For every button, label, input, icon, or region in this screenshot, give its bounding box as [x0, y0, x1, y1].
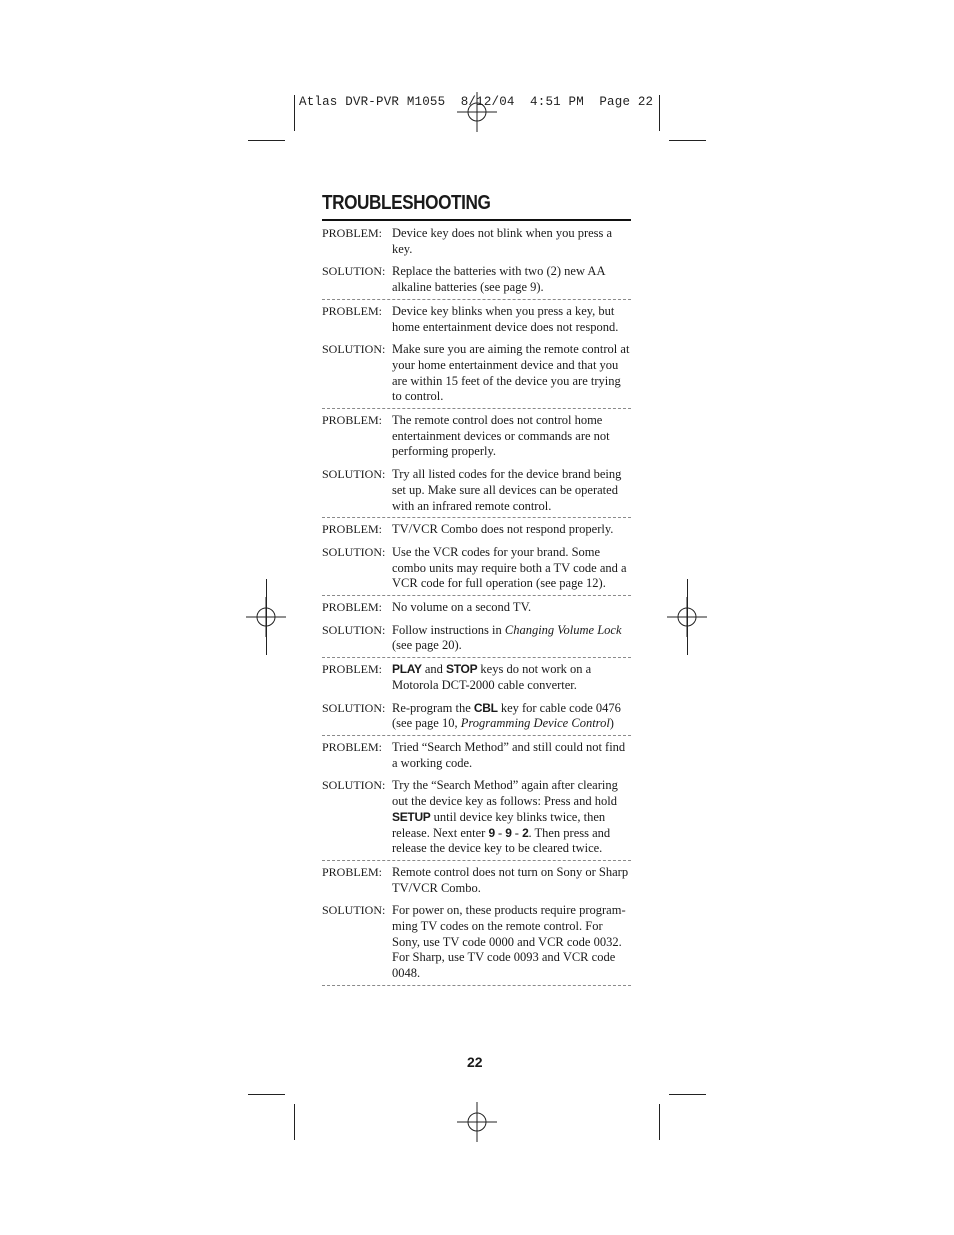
- crop-mark-top-left-horizontal: [248, 140, 285, 141]
- key-separator: -: [494, 825, 506, 840]
- key-name-setup: SETUP: [392, 809, 431, 824]
- section-reference: Changing Volume Lock: [504, 622, 622, 637]
- solution-text: Replace the batteries with two (2) new AA alkaline batteries (see page 9).: [392, 264, 605, 295]
- page-title: TROUBLESHOOTING: [322, 192, 491, 214]
- troubleshooting-entry: [322, 662, 631, 736]
- problem-row: [322, 865, 631, 896]
- solution-text-part: until device key blinks twice, then release. Next enter: [392, 809, 606, 840]
- problem-label: PROBLEM:: [322, 522, 383, 537]
- solution-row: [322, 623, 631, 654]
- problem-text: Tried “Search Method” and still could not find a working code.: [392, 739, 626, 770]
- troubleshooting-entry: [322, 304, 631, 409]
- solution-text-part: ): [609, 716, 614, 731]
- registration-mark-top-icon: [457, 92, 497, 132]
- solution-label: SOLUTION:: [322, 342, 386, 357]
- solution-text: Make sure you are aiming the remote control at your home entertainment device and that you are within 15 feet of the device you are trying to control.: [392, 342, 630, 404]
- key-name-digit: 2: [522, 825, 529, 840]
- solution-label: SOLUTION:: [322, 264, 386, 279]
- solution-row: [322, 701, 631, 732]
- solution-row: [322, 264, 631, 295]
- problem-row: [322, 413, 631, 460]
- crop-mark-bottom-left-horizontal: [248, 1094, 285, 1095]
- solution-text-part: key for cable code 0476 (see page 10,: [392, 700, 621, 731]
- problem-label: PROBLEM:: [322, 303, 383, 318]
- crop-mark-top-right-horizontal: [669, 140, 706, 141]
- solution-row: [322, 467, 631, 514]
- key-name-play: PLAY: [392, 662, 422, 677]
- solution-row: [322, 903, 631, 982]
- crop-mark-top-left-vertical: [294, 95, 295, 131]
- solution-text: Try all listed codes for the device brand being set up. Make sure all devices can be operated with an infrared remote control.: [392, 467, 622, 513]
- crop-mark-top-right-vertical: [659, 95, 660, 131]
- printer-slug: Atlas DVR-PVR M1055 8/12/04 4:51 PM Page 22: [299, 95, 654, 109]
- registration-mark-left-icon: [246, 597, 286, 637]
- problem-label: PROBLEM:: [322, 864, 383, 879]
- problem-row: [322, 522, 631, 538]
- registration-mark-right-icon: [667, 597, 707, 637]
- solution-text: [392, 701, 631, 732]
- solution-text-part: . Then press and release the device key to be cleared twice.: [392, 825, 611, 856]
- solution-label: SOLUTION:: [322, 700, 386, 715]
- problem-row: [322, 226, 631, 257]
- solution-row: [322, 342, 631, 405]
- solution-text-part: Follow instructions in: [392, 622, 505, 637]
- problem-text: Remote control does not turn on Sony or Sharp TV/VCR Combo.: [392, 864, 629, 895]
- solution-text-part: Re-program the: [392, 700, 474, 715]
- solution-label: SOLUTION:: [322, 903, 386, 918]
- solution-label: SOLUTION:: [322, 467, 386, 482]
- problem-row: [322, 600, 631, 616]
- problem-row: [322, 304, 631, 335]
- registration-mark-bottom-icon: [457, 1102, 497, 1142]
- key-name-digit: 9: [505, 825, 512, 840]
- solution-label: SOLUTION:: [322, 622, 386, 637]
- crop-mark-bottom-right-vertical: [659, 1104, 660, 1140]
- problem-text: No volume on a second TV.: [392, 600, 532, 615]
- problem-text: TV/VCR Combo does not respond properly.: [392, 522, 614, 537]
- problem-text: The remote control does not control home entertainment devices or commands are not performing properly.: [392, 413, 610, 459]
- problem-text: Device key blinks when you press a key, but home entertainment device does not respond.: [392, 303, 619, 334]
- solution-row: [322, 545, 631, 592]
- solution-text-part: (see page 20).: [392, 638, 462, 653]
- solution-row: [322, 778, 631, 857]
- problem-text: [392, 662, 631, 693]
- page-number: 22: [467, 1054, 483, 1070]
- problem-row: [322, 662, 631, 693]
- problem-label: PROBLEM:: [322, 413, 383, 428]
- problem-label: PROBLEM:: [322, 226, 383, 240]
- problem-label: PROBLEM:: [322, 662, 383, 677]
- problem-text-part: and: [421, 662, 447, 677]
- troubleshooting-entry: [322, 226, 631, 300]
- crop-mark-bottom-left-vertical: [294, 1104, 295, 1140]
- solution-text: Use the VCR codes for your brand. Some combo units may require both a TV code and a VCR code for full operation (see page 12).: [392, 544, 627, 591]
- problem-text-part: keys do not work on a Motorola DCT-2000 cable converter.: [392, 662, 592, 692]
- solution-text: [392, 778, 631, 857]
- problem-label: PROBLEM:: [322, 739, 383, 754]
- section-reference: Programming Device Control: [460, 716, 610, 731]
- problem-row: [322, 740, 631, 771]
- title-rule: [322, 219, 631, 221]
- troubleshooting-list: [322, 226, 631, 990]
- crop-mark-bottom-right-horizontal: [669, 1094, 706, 1095]
- solution-label: SOLUTION:: [322, 544, 386, 559]
- troubleshooting-entry: [322, 413, 631, 518]
- problem-text: Device key does not blink when you press a key.: [392, 226, 613, 256]
- key-name-cbl: CBL: [473, 700, 498, 715]
- troubleshooting-entry: [322, 600, 631, 658]
- key-separator: -: [511, 825, 523, 840]
- solution-text-part: Try the “Search Method” again after clearing out the device key as follows: Press and hold: [392, 778, 618, 809]
- key-name-stop: STOP: [446, 662, 478, 677]
- key-name-digit: 9: [488, 825, 495, 840]
- solution-text: [392, 623, 631, 654]
- solution-label: SOLUTION:: [322, 778, 386, 793]
- troubleshooting-entry: [322, 865, 631, 986]
- troubleshooting-entry: [322, 522, 631, 596]
- problem-label: PROBLEM:: [322, 600, 383, 615]
- troubleshooting-entry: [322, 740, 631, 861]
- solution-text: For power on, these products require program-ming TV codes on the remote control. For Sony, use TV code 0000 and VCR code 0032. For Sharp, use TV code 0093 and VCR code 0048.: [392, 903, 626, 981]
